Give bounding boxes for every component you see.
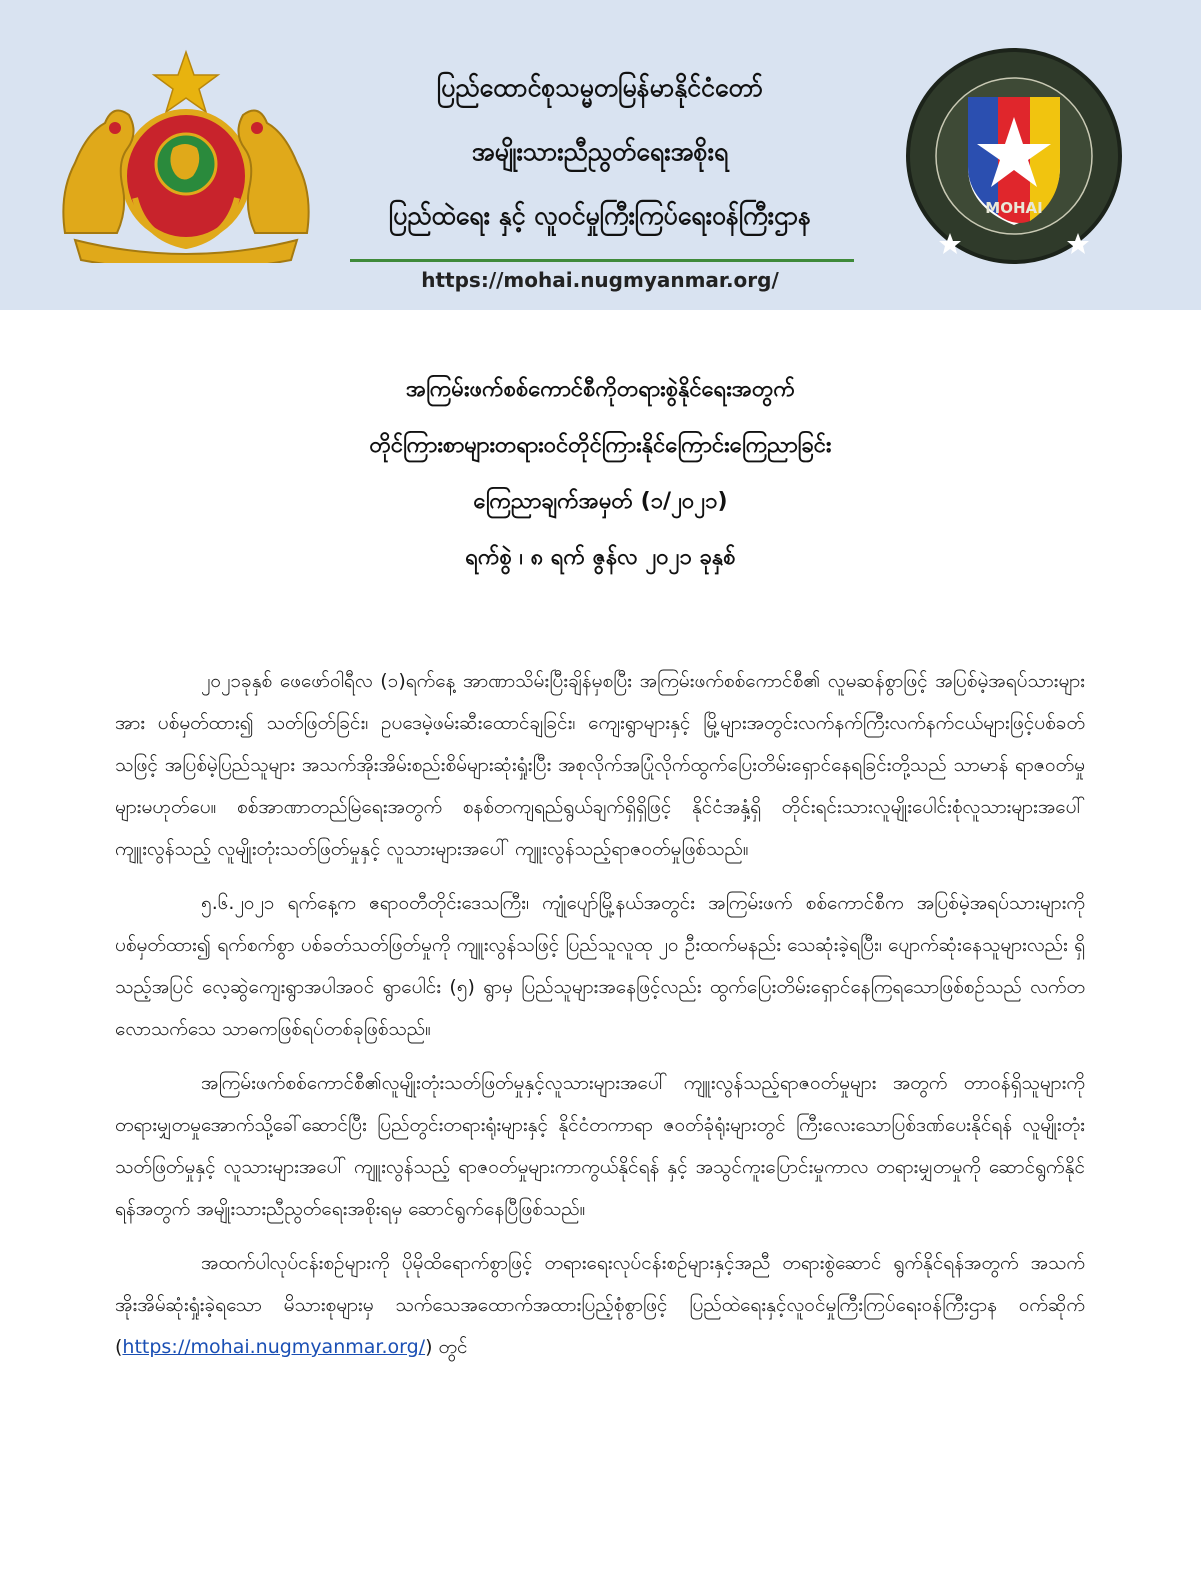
title-line-1: အကြမ်းဖက်စစ်ကောင်စီကိုတရားစွဲနိုင်ရေးအတွက် [406, 377, 795, 402]
document-body [115, 660, 1085, 1380]
ministry-name: ပြည်ထဲရေး နှင့် လူဝင်မှုကြီးကြပ်ရေးဝန်ကြီးဌာန [388, 201, 812, 230]
paragraph-3: အကြမ်းဖက်စစ်ကောင်စီ၏လူမျိုးတုံးသတ်ဖြတ်မှုနှင့်လူသားများအပေါ် ကျူးလွန်သည့်ရာဇဝတ်မှုများ အတွက် တာဝန်ရှိသူများကို တရားမျှတမှုအောက်သို့ခေါ်ဆောင်ပြီး ပြည်တွင်းတရားရုံးများနှင့် နိုင်ငံတကာရာ ဇဝတ်ခုံရုံးများတွင် ကြီးလေးသောပြစ်ဒဏ်ပေးနိုင်ရန် လူမျိုးတုံးသတ်ဖြတ်မှုနှင့် လူသားများအပေါ် ကျူးလွန်သည့် ရာဇဝတ်မှုများကာကွယ်နိုင်ရန် နှင့် အသွင်ကူးပြောင်းမှုကာလ တရားမျှတမှုကို ဆောင်ရွက်နိုင်ရန်အတွက် အမျိုးသားညီညွတ်ရေးအစိုးရမှ ဆောင်ရွက်နေပြီဖြစ်သည်။ [115, 1072, 1085, 1220]
announcement-date: ရက်စွဲ ၊ ၈ ရက် ဇွန်လ ၂၀၂၁ ခုနှစ် [465, 545, 736, 570]
title-line-2: တိုင်ကြားစာများတရားဝင်တိုင်ကြားနိုင်ကြောင်းကြေညာခြင်း [369, 433, 832, 458]
government-name: အမျိုးသားညီညွတ်ရေးအစိုးရ [471, 137, 729, 166]
country-name: ပြည်ထောင်စုသမ္မတမြန်မာနိုင်ငံတော် [436, 73, 764, 102]
header-banner [0, 0, 1201, 310]
header-divider [350, 259, 854, 262]
paragraph-2: ၅.၆.၂၀၂၁ ရက်နေ့က ဧရာဝတီတိုင်းဒေသကြီး၊ ကျုံပျော်မြို့နယ်အတွင်း အကြမ်းဖက် စစ်ကောင်စီက အပြစ်မဲ့အရပ်သားများကို ပစ်မှတ်ထား၍ ရက်စက်စွာ ပစ်ခတ်သတ်ဖြတ်မှုကို ကျူးလွန်သဖြင့် ပြည်သူလူထု ၂၀ ဦးထက်မနည်း သေဆုံးခဲ့ရပြီး၊ ပျောက်ဆုံးနေသူများလည်း ရှိသည့်အပြင် လေ့ဆွဲကျေးရွာအပါအဝင် ရွာပေါင်း (၅) ရွာမှ ပြည်သူများအနေဖြင့်လည်း ထွက်ပြေးတိမ်းရှောင်နေကြရသောဖြစ်စဉ်သည် လက်တလောသက်သေ သာဓကဖြစ်ရပ်တစ်ခုဖြစ်သည်။ [115, 892, 1085, 1040]
paragraph-4 [115, 1242, 1085, 1368]
website-link[interactable]: https://mohai.nugmyanmar.org/ [122, 1336, 426, 1358]
ministry-heading [340, 70, 860, 262]
mohai-logo-text: MOHAI [985, 199, 1043, 217]
mohai-logo-icon [890, 45, 1138, 267]
announcement-title-block [0, 370, 1201, 594]
announcement-number: ကြေညာချက်အမှတ် (၁/၂၀၂၁) [473, 489, 728, 514]
paragraph-1: ၂၀၂၁ခုနှစ် ဖေဖော်ဝါရီလ (၁)ရက်နေ့ အာဏာသိမ်းပြီးချိန်မှစပြီး အကြမ်းဖက်စစ်ကောင်စီ၏ လူမဆန်စွာဖြင့် အပြစ်မဲ့အရပ်သားများအား ပစ်မှတ်ထား၍ သတ်ဖြတ်ခြင်း၊ ဥပဒေမဲ့ဖမ်းဆီးထောင်ချခြင်း၊ ကျေးရွာများနှင့် မြို့များအတွင်းလက်နက်ကြီးလက်နက်ငယ်များဖြင့်ပစ်ခတ်သဖြင့် အပြစ်မဲ့ပြည်သူများ အသက်အိုးအိမ်းစည်းစိမ်များဆုံးရှုံးပြီး အစုလိုက်အပြုံလိုက်ထွက်ပြေးတိမ်းရှောင်နေရခြင်းတို့သည် သာမာန် ရာဇဝတ်မှုများမဟုတ်ပေ။ စစ်အာဏာတည်မြဲရေးအတွက် စနစ်တကျရည်ရွယ်ချက်ရှိရှိဖြင့် နိုင်ငံအနှံ့ရှိ တိုင်းရင်းသားလူမျိုးပေါင်းစုံလူသားများအပေါ် ကျူးလွန်သည့် လူမျိုးတုံးသတ်ဖြတ်မှုနှင့် လူသားများအပေါ် ကျူးလွန်သည့်ရာဇဝတ်မှုဖြစ်သည်။ [115, 670, 1085, 860]
paragraph-4-text: အထက်ပါလုပ်ငန်းစဉ်များကို ပိုမိုထိရောက်စွာဖြင့် တရားရေးလုပ်ငန်းစဉ်များနှင့်အညီ တရားစွဲဆောင် ရွက်နိုင်ရန်အတွက် အသက်အိုးအိမ်ဆုံးရှုံးခဲ့ရသော မိသားစုများမှ သက်သေအထောက်အထားပြည့်စုံစွာဖြင့် ပြည်ထဲရေးနှင့်လူဝင်မှုကြီးကြပ်ရေးဝန်ကြီးဌာန ဝက်ဆိုက် ( [115, 1252, 1085, 1358]
paragraph-4-tail: ) တွင် [425, 1336, 468, 1358]
header-url[interactable]: https://mohai.nugmyanmar.org/ [421, 268, 779, 292]
state-emblem-icon [55, 48, 317, 263]
